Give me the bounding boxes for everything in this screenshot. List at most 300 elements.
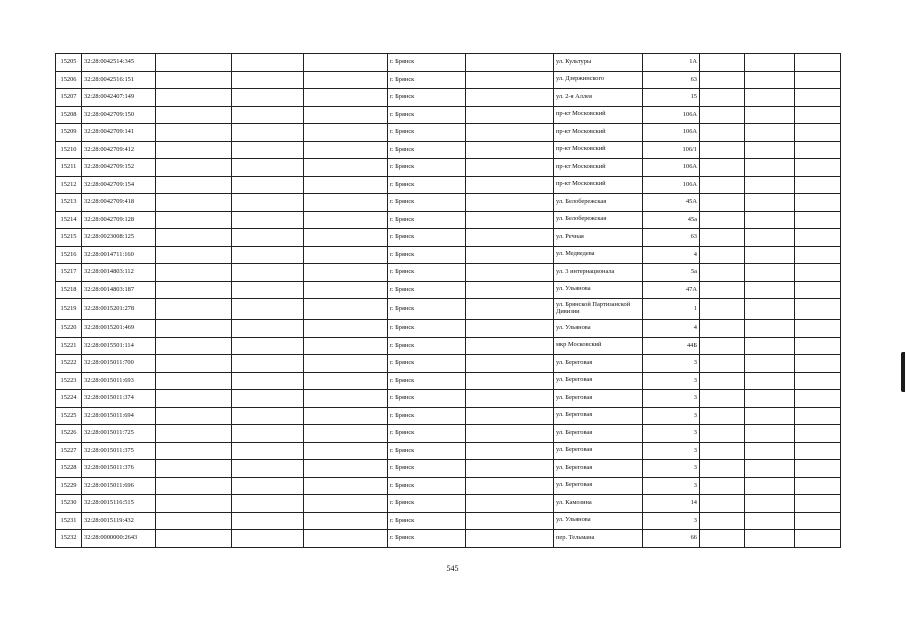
table-row [56, 54, 841, 72]
cell-cadastre: 32:28:0015201:278 [82, 299, 156, 320]
cell-empty-3 [304, 176, 388, 194]
cell-street: пр-кт Московский [554, 176, 643, 194]
cell-empty-4 [466, 495, 554, 513]
cell-empty-5 [700, 407, 745, 425]
cell-row-number: 15218 [56, 281, 82, 299]
cell-empty-6 [745, 372, 795, 390]
cell-row-number: 15221 [56, 337, 82, 355]
cell-row-number: 15207 [56, 89, 82, 107]
cell-empty-1 [156, 229, 232, 247]
cell-empty-2 [232, 124, 304, 142]
cell-empty-3 [304, 299, 388, 320]
cell-house: 14 [643, 495, 700, 513]
cell-city: г. Брянск [388, 512, 466, 530]
cell-street: ул. Береговая [554, 390, 643, 408]
cell-house: 4 [643, 320, 700, 338]
cell-empty-7 [795, 390, 841, 408]
cell-empty-6 [745, 264, 795, 282]
cell-empty-4 [466, 176, 554, 194]
table-row [56, 124, 841, 142]
cell-city: г. Брянск [388, 442, 466, 460]
cell-empty-3 [304, 194, 388, 212]
cell-street: пр-кт Московский [554, 159, 643, 177]
table-row [56, 390, 841, 408]
cell-street: ул. Ульянова [554, 281, 643, 299]
cell-empty-3 [304, 89, 388, 107]
cell-empty-4 [466, 372, 554, 390]
cell-street: ул. Береговая [554, 355, 643, 373]
cell-empty-6 [745, 106, 795, 124]
cell-empty-5 [700, 159, 745, 177]
cell-street: ул. 2-я Аллея [554, 89, 643, 107]
cell-street: ул. Береговая [554, 425, 643, 443]
cell-empty-4 [466, 512, 554, 530]
cell-row-number: 15219 [56, 299, 82, 320]
cell-empty-1 [156, 159, 232, 177]
cell-cadastre: 32:28:0015201:469 [82, 320, 156, 338]
cell-house: 106А [643, 176, 700, 194]
cell-empty-5 [700, 355, 745, 373]
table-row [56, 211, 841, 229]
cell-street: пр-кт Московский [554, 124, 643, 142]
cell-city: г. Брянск [388, 124, 466, 142]
table-row [56, 71, 841, 89]
cell-house: 3 [643, 425, 700, 443]
cell-street: ул. Брянской Партизанской Дивизии [554, 299, 643, 320]
cell-empty-3 [304, 141, 388, 159]
cell-empty-1 [156, 299, 232, 320]
cell-cadastre: 32:28:0014803:112 [82, 264, 156, 282]
cell-cadastre: 32:28:0015011:694 [82, 407, 156, 425]
cell-cadastre: 32:28:0000000:2643 [82, 530, 156, 548]
cell-empty-4 [466, 477, 554, 495]
cell-empty-4 [466, 337, 554, 355]
cell-empty-5 [700, 264, 745, 282]
cell-empty-3 [304, 460, 388, 478]
cell-empty-1 [156, 89, 232, 107]
cell-house: 3 [643, 355, 700, 373]
table-row [56, 530, 841, 548]
cell-empty-3 [304, 106, 388, 124]
cell-empty-2 [232, 337, 304, 355]
cell-cadastre: 32:28:0015116:515 [82, 495, 156, 513]
cell-empty-6 [745, 194, 795, 212]
cell-city: г. Брянск [388, 281, 466, 299]
cell-empty-2 [232, 299, 304, 320]
cell-city: г. Брянск [388, 337, 466, 355]
cell-empty-5 [700, 54, 745, 72]
cell-city: г. Брянск [388, 477, 466, 495]
cell-city: г. Брянск [388, 390, 466, 408]
cell-row-number: 15216 [56, 246, 82, 264]
cell-empty-4 [466, 407, 554, 425]
cell-empty-5 [700, 512, 745, 530]
cell-empty-7 [795, 281, 841, 299]
cell-empty-1 [156, 141, 232, 159]
cell-empty-4 [466, 442, 554, 460]
cell-empty-3 [304, 390, 388, 408]
cell-row-number: 15224 [56, 390, 82, 408]
cell-empty-2 [232, 54, 304, 72]
cell-empty-6 [745, 320, 795, 338]
cell-empty-4 [466, 264, 554, 282]
cell-street: ул. Ульянова [554, 320, 643, 338]
cell-empty-7 [795, 71, 841, 89]
cell-house: 15 [643, 89, 700, 107]
cell-row-number: 15213 [56, 194, 82, 212]
cell-row-number: 15227 [56, 442, 82, 460]
cell-city: г. Брянск [388, 530, 466, 548]
cell-empty-2 [232, 355, 304, 373]
cell-empty-1 [156, 281, 232, 299]
cell-city: г. Брянск [388, 264, 466, 282]
cell-empty-7 [795, 495, 841, 513]
cell-empty-2 [232, 194, 304, 212]
cell-city: г. Брянск [388, 372, 466, 390]
cell-empty-7 [795, 211, 841, 229]
cell-street: ул. Речная [554, 229, 643, 247]
cell-house: 1А [643, 54, 700, 72]
cell-city: г. Брянск [388, 495, 466, 513]
cell-empty-7 [795, 159, 841, 177]
cell-empty-4 [466, 141, 554, 159]
cell-row-number: 15231 [56, 512, 82, 530]
cell-cadastre: 32:28:0015501:114 [82, 337, 156, 355]
cell-empty-7 [795, 299, 841, 320]
cell-empty-2 [232, 372, 304, 390]
table-row [56, 495, 841, 513]
cell-empty-6 [745, 71, 795, 89]
cell-street: ул. Береговая [554, 407, 643, 425]
cell-empty-4 [466, 159, 554, 177]
table-row [56, 141, 841, 159]
cell-empty-3 [304, 264, 388, 282]
cell-city: г. Брянск [388, 176, 466, 194]
cell-empty-1 [156, 495, 232, 513]
cell-empty-1 [156, 407, 232, 425]
cell-city: г. Брянск [388, 71, 466, 89]
table-row [56, 460, 841, 478]
cell-empty-1 [156, 246, 232, 264]
cell-empty-2 [232, 477, 304, 495]
cell-row-number: 15206 [56, 71, 82, 89]
cell-empty-5 [700, 320, 745, 338]
table-row [56, 442, 841, 460]
cell-cadastre: 32:28:0042709:418 [82, 194, 156, 212]
cell-empty-2 [232, 159, 304, 177]
cell-row-number: 15215 [56, 229, 82, 247]
cell-empty-7 [795, 512, 841, 530]
cell-empty-3 [304, 281, 388, 299]
cell-empty-6 [745, 54, 795, 72]
cell-empty-5 [700, 71, 745, 89]
cell-empty-3 [304, 246, 388, 264]
cell-street: пр-кт Московский [554, 141, 643, 159]
cell-city: г. Брянск [388, 460, 466, 478]
cell-empty-1 [156, 194, 232, 212]
table-row [56, 194, 841, 212]
table-row [56, 355, 841, 373]
cell-row-number: 15210 [56, 141, 82, 159]
cell-house: 63 [643, 229, 700, 247]
table-row [56, 159, 841, 177]
table-row [56, 407, 841, 425]
cell-empty-6 [745, 141, 795, 159]
cell-empty-3 [304, 211, 388, 229]
cell-empty-5 [700, 141, 745, 159]
cell-cadastre: 32:28:0014803:187 [82, 281, 156, 299]
cell-empty-1 [156, 477, 232, 495]
cell-empty-2 [232, 495, 304, 513]
cell-empty-5 [700, 477, 745, 495]
cell-empty-4 [466, 460, 554, 478]
cell-street: мкр Московский [554, 337, 643, 355]
cell-empty-3 [304, 159, 388, 177]
cell-empty-7 [795, 124, 841, 142]
cell-city: г. Брянск [388, 425, 466, 443]
cell-empty-2 [232, 211, 304, 229]
cell-street: ул. Береговая [554, 372, 643, 390]
cell-empty-4 [466, 425, 554, 443]
cell-empty-5 [700, 281, 745, 299]
cell-empty-1 [156, 460, 232, 478]
cell-house: 3 [643, 442, 700, 460]
cell-empty-4 [466, 281, 554, 299]
cell-empty-4 [466, 299, 554, 320]
cell-empty-5 [700, 460, 745, 478]
cell-street: ул. 3 интернационала [554, 264, 643, 282]
cell-empty-4 [466, 194, 554, 212]
cell-empty-6 [745, 355, 795, 373]
cell-house: 3 [643, 407, 700, 425]
cell-empty-2 [232, 89, 304, 107]
cell-empty-6 [745, 124, 795, 142]
cell-cadastre: 32:28:0015011:725 [82, 425, 156, 443]
cell-empty-5 [700, 337, 745, 355]
cell-cadastre: 32:28:0015011:693 [82, 372, 156, 390]
cell-empty-3 [304, 530, 388, 548]
cell-empty-6 [745, 477, 795, 495]
cell-empty-6 [745, 495, 795, 513]
cell-city: г. Брянск [388, 194, 466, 212]
cell-row-number: 15205 [56, 54, 82, 72]
cell-empty-3 [304, 372, 388, 390]
cell-house: 3 [643, 477, 700, 495]
cell-empty-3 [304, 229, 388, 247]
cell-street: ул. Дзержинского [554, 71, 643, 89]
cell-house: 1 [643, 299, 700, 320]
cell-cadastre: 32:28:0023008:125 [82, 229, 156, 247]
cell-empty-7 [795, 355, 841, 373]
cell-empty-7 [795, 246, 841, 264]
cell-empty-1 [156, 211, 232, 229]
cell-empty-5 [700, 124, 745, 142]
cell-empty-2 [232, 176, 304, 194]
cell-street: ул. Береговая [554, 460, 643, 478]
cell-empty-2 [232, 425, 304, 443]
cell-house: 3 [643, 460, 700, 478]
cell-cadastre: 32:28:0042407:149 [82, 89, 156, 107]
cell-empty-6 [745, 337, 795, 355]
cell-city: г. Брянск [388, 355, 466, 373]
cell-empty-7 [795, 176, 841, 194]
cell-house: 66 [643, 530, 700, 548]
cell-empty-6 [745, 425, 795, 443]
cell-row-number: 15217 [56, 264, 82, 282]
cell-empty-5 [700, 211, 745, 229]
cell-house: 106/1 [643, 141, 700, 159]
table-row [56, 264, 841, 282]
cell-house: 5а [643, 264, 700, 282]
cell-empty-4 [466, 124, 554, 142]
registry-table-body [56, 54, 841, 548]
cell-empty-3 [304, 54, 388, 72]
cell-city: г. Брянск [388, 229, 466, 247]
cell-row-number: 15232 [56, 530, 82, 548]
cell-city: г. Брянск [388, 106, 466, 124]
cell-empty-2 [232, 264, 304, 282]
cell-empty-2 [232, 141, 304, 159]
cell-row-number: 15222 [56, 355, 82, 373]
cell-empty-5 [700, 229, 745, 247]
cell-empty-7 [795, 141, 841, 159]
table-row [56, 89, 841, 107]
cell-cadastre: 32:28:0042709:141 [82, 124, 156, 142]
cell-empty-7 [795, 337, 841, 355]
page-number: 545 [446, 564, 459, 573]
cell-street: ул. Береговая [554, 477, 643, 495]
cell-empty-6 [745, 281, 795, 299]
table-row [56, 281, 841, 299]
cell-house: 63 [643, 71, 700, 89]
cell-empty-7 [795, 89, 841, 107]
cell-empty-4 [466, 355, 554, 373]
cell-empty-3 [304, 442, 388, 460]
cell-empty-1 [156, 124, 232, 142]
cell-empty-6 [745, 512, 795, 530]
cell-cadastre: 32:28:0015011:376 [82, 460, 156, 478]
table-row [56, 106, 841, 124]
cell-cadastre: 32:28:0015011:375 [82, 442, 156, 460]
cell-street: пер. Тельмана [554, 530, 643, 548]
cell-empty-1 [156, 390, 232, 408]
cell-city: г. Брянск [388, 246, 466, 264]
cell-city: г. Брянск [388, 320, 466, 338]
cell-empty-6 [745, 407, 795, 425]
cell-city: г. Брянск [388, 141, 466, 159]
cell-empty-3 [304, 495, 388, 513]
cell-empty-6 [745, 89, 795, 107]
cell-empty-7 [795, 229, 841, 247]
cell-cadastre: 32:28:0042516:151 [82, 71, 156, 89]
table-row [56, 425, 841, 443]
cell-house: 45А [643, 194, 700, 212]
cell-empty-4 [466, 246, 554, 264]
cell-house: 106А [643, 124, 700, 142]
cell-empty-1 [156, 512, 232, 530]
cell-house: 47А [643, 281, 700, 299]
cell-empty-5 [700, 299, 745, 320]
cell-empty-1 [156, 372, 232, 390]
cell-empty-1 [156, 320, 232, 338]
table-row [56, 512, 841, 530]
cell-row-number: 15229 [56, 477, 82, 495]
cell-empty-2 [232, 246, 304, 264]
cell-street: ул. Культуры [554, 54, 643, 72]
cell-empty-3 [304, 71, 388, 89]
cell-cadastre: 32:28:0042514:345 [82, 54, 156, 72]
cell-empty-4 [466, 390, 554, 408]
cell-empty-2 [232, 407, 304, 425]
table-row [56, 229, 841, 247]
cell-empty-6 [745, 530, 795, 548]
cell-empty-1 [156, 176, 232, 194]
cell-cadastre: 32:28:0042709:154 [82, 176, 156, 194]
cell-row-number: 15212 [56, 176, 82, 194]
cell-empty-7 [795, 477, 841, 495]
cell-empty-2 [232, 106, 304, 124]
cell-empty-2 [232, 460, 304, 478]
cell-empty-6 [745, 211, 795, 229]
cell-cadastre: 32:28:0042709:412 [82, 141, 156, 159]
cell-house: 3 [643, 390, 700, 408]
cell-street: ул. Ульянова [554, 512, 643, 530]
cell-street: ул. Береговая [554, 442, 643, 460]
cell-empty-2 [232, 390, 304, 408]
cell-empty-2 [232, 320, 304, 338]
cell-empty-6 [745, 246, 795, 264]
cell-empty-3 [304, 407, 388, 425]
table-row [56, 320, 841, 338]
cell-empty-5 [700, 106, 745, 124]
cell-row-number: 15228 [56, 460, 82, 478]
cell-empty-1 [156, 264, 232, 282]
cell-empty-1 [156, 530, 232, 548]
cell-empty-3 [304, 320, 388, 338]
cell-city: г. Брянск [388, 89, 466, 107]
cell-empty-5 [700, 372, 745, 390]
cell-empty-5 [700, 246, 745, 264]
cell-empty-7 [795, 442, 841, 460]
cell-row-number: 15225 [56, 407, 82, 425]
cell-empty-7 [795, 54, 841, 72]
cell-empty-1 [156, 106, 232, 124]
cell-empty-4 [466, 71, 554, 89]
cell-empty-2 [232, 530, 304, 548]
cell-empty-7 [795, 407, 841, 425]
cell-empty-6 [745, 299, 795, 320]
cell-empty-6 [745, 442, 795, 460]
cell-empty-6 [745, 229, 795, 247]
cell-row-number: 15209 [56, 124, 82, 142]
cell-empty-2 [232, 281, 304, 299]
cell-row-number: 15230 [56, 495, 82, 513]
cell-city: г. Брянск [388, 299, 466, 320]
cell-house: 44Б [643, 337, 700, 355]
cell-cadastre: 32:28:0015119:432 [82, 512, 156, 530]
cell-house: 4 [643, 246, 700, 264]
cell-empty-7 [795, 372, 841, 390]
table-row [56, 299, 841, 320]
cell-row-number: 15208 [56, 106, 82, 124]
cell-empty-3 [304, 512, 388, 530]
cell-empty-1 [156, 71, 232, 89]
cell-empty-4 [466, 106, 554, 124]
cell-street: ул. Белобережская [554, 211, 643, 229]
cell-cadastre: 32:28:0015011:696 [82, 477, 156, 495]
cell-empty-7 [795, 320, 841, 338]
cell-empty-6 [745, 159, 795, 177]
